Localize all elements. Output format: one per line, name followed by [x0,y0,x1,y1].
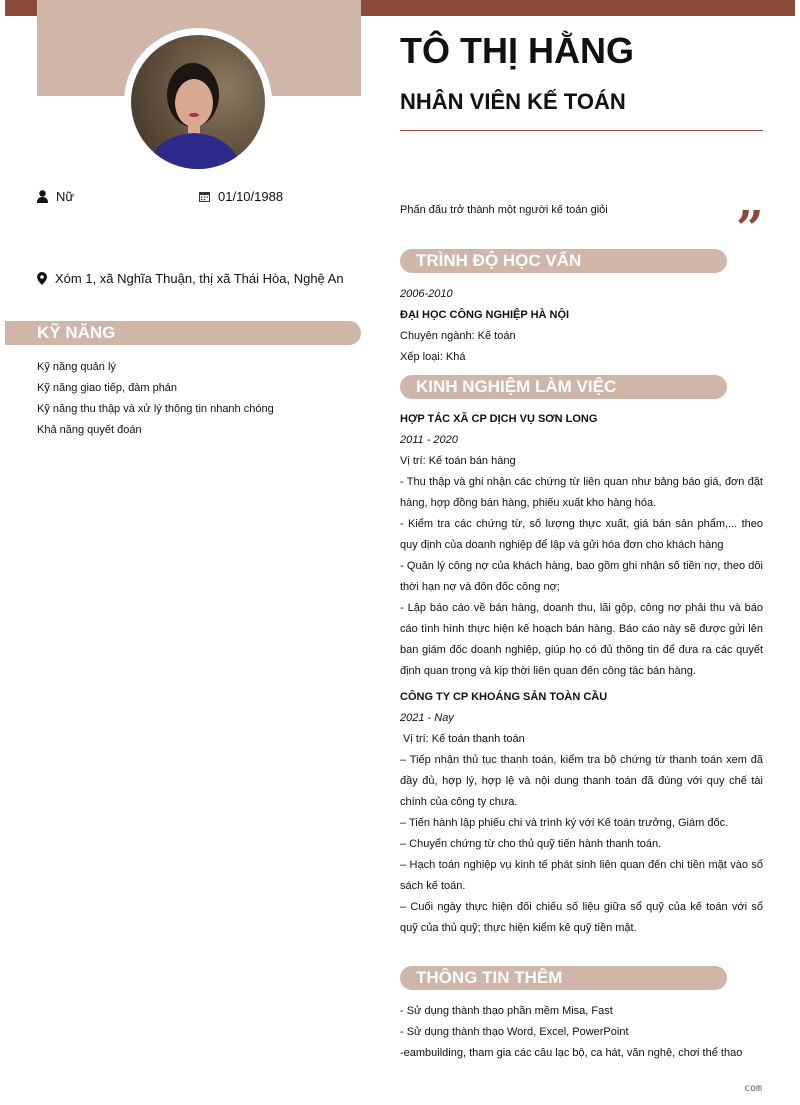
job-entry [400,687,763,939]
quote-icon: ” [736,201,764,257]
birthday-field [199,189,283,204]
additional-item: -eambuilding, tham gia các câu lạc bộ, ca hát, văn nghệ, chơi thể thao [400,1047,743,1059]
skill-item: Khả năng quyết đoán [37,424,142,436]
gender-value: Nữ [56,189,75,204]
job-duty: – Chuyển chứng từ cho thủ quỹ tiến hành thanh toán. [400,838,662,850]
job-period: 2021 - Nay [400,712,454,724]
skills-list [37,357,274,441]
job-duty: - Lập báo cáo về bán hàng, doanh thu, lãi gộp, công nợ phải thu và báo cáo tình hình thực hiện kế hoạch bán hàng. Báo cáo này sẽ được gửi lên ban giám đốc doanh nghiệp, giúp họ có đủ thông tin để đưa ra các quyết định quan trọng và kịp thời liên quan đến công tác bán hàng. [400,602,763,677]
birthday-value: 01/10/1988 [218,189,284,204]
job-duty: - Kiểm tra các chứng từ, số lượng thực xuất, giá bán sản phẩm,... theo quy định của doanh nghiệp để lập và gửi hóa đơn cho khách hàng [400,518,763,551]
additional-item: - Sử dụng thành thạo Word, Excel, PowerPoint [400,1026,629,1038]
additional-info-list [400,1001,763,1064]
avatar [124,28,272,176]
skill-item: Kỹ năng giao tiếp, đàm phán [37,382,178,394]
job-duty: – Tiếp nhận thủ tục thanh toán, kiểm tra bộ chứng từ thanh toán xem đã đầy đủ, hợp lý, hợp lệ và nội dung thanh toán đã đúng với quy chế tài chính của công ty chưa. [400,754,763,808]
footer-text: com [744,1083,763,1094]
school-name: ĐẠI HỌC CÔNG NGHIỆP HÀ NỘI [400,309,570,321]
calendar-icon [199,191,210,202]
job-entry [400,409,763,682]
major: Chuyên ngành: Kế toán [400,330,516,342]
job-duty: – Hạch toán nghiệp vụ kinh tế phát sinh liên quan đến chi tiền mặt vào sổ sách kế toán. [400,859,763,892]
job-title: NHÂN VIÊN KẾ TOÁN [400,89,626,114]
address-value: Xóm 1, xã Nghĩa Thuận, thị xã Thái Hòa, Nghệ An [55,271,344,286]
skill-item: Kỹ năng quản lý [37,361,116,373]
education-heading: TRÌNH ĐỘ HỌC VẤN [400,249,727,273]
education-period: 2006-2010 [400,288,453,300]
company-name: HỢP TÁC XÃ CP DỊCH VỤ SƠN LONG [400,413,598,425]
additional-info-heading: THÔNG TIN THÊM [400,966,727,990]
map-pin-icon [37,272,47,285]
person-icon [37,190,48,203]
job-duty: – Cuối ngày thực hiện đối chiếu số liệu giữa sổ quỹ của kế toán với sổ quỹ của thủ quỹ; thực hiện kiểm kê quỹ tiền mặt. [400,901,763,934]
job-duty: - Thu thập và ghi nhận các chứng từ liên quan như bảng báo giá, đơn đặt hàng, hợp đồng bán hàng, phiếu xuất kho hàng hóa. [400,476,763,509]
divider [400,130,763,131]
gender-field [37,189,74,204]
job-period: 2011 - 2020 [400,434,458,446]
address-field [37,271,344,286]
skills-heading: KỸ NĂNG [5,321,361,345]
company-name: CÔNG TY CP KHOÁNG SẢN TOÀN CẦU [400,691,608,703]
job-position: Vị trí: Kế toán bán hàng [400,455,516,467]
additional-item: - Sử dụng thành thạo phần mềm Misa, Fast [400,1005,613,1017]
experience-heading: KINH NGHIỆM LÀM VIỆC [400,375,727,399]
education-entry [400,284,763,368]
job-duty: – Tiến hành lập phiếu chi và trình ký với Kế toán trưởng, Giám đốc. [400,817,729,829]
portrait-image [131,35,265,169]
skill-item: Kỹ năng thu thập và xử lý thông tin nhanh chóng [37,403,274,415]
job-duty: - Quản lý công nợ của khách hàng, bao gồm ghi nhận số tiền nợ, theo dõi thời hạn nợ và đôn đốc công nợ; [400,560,763,593]
grade: Xếp loại: Khá [400,351,466,363]
career-objective: Phấn đấu trở thành một người kế toán giỏi [400,204,608,216]
job-position: Vị trí: Kế toán thanh toán [400,733,525,745]
candidate-name: TÔ THỊ HẰNG [400,30,634,71]
